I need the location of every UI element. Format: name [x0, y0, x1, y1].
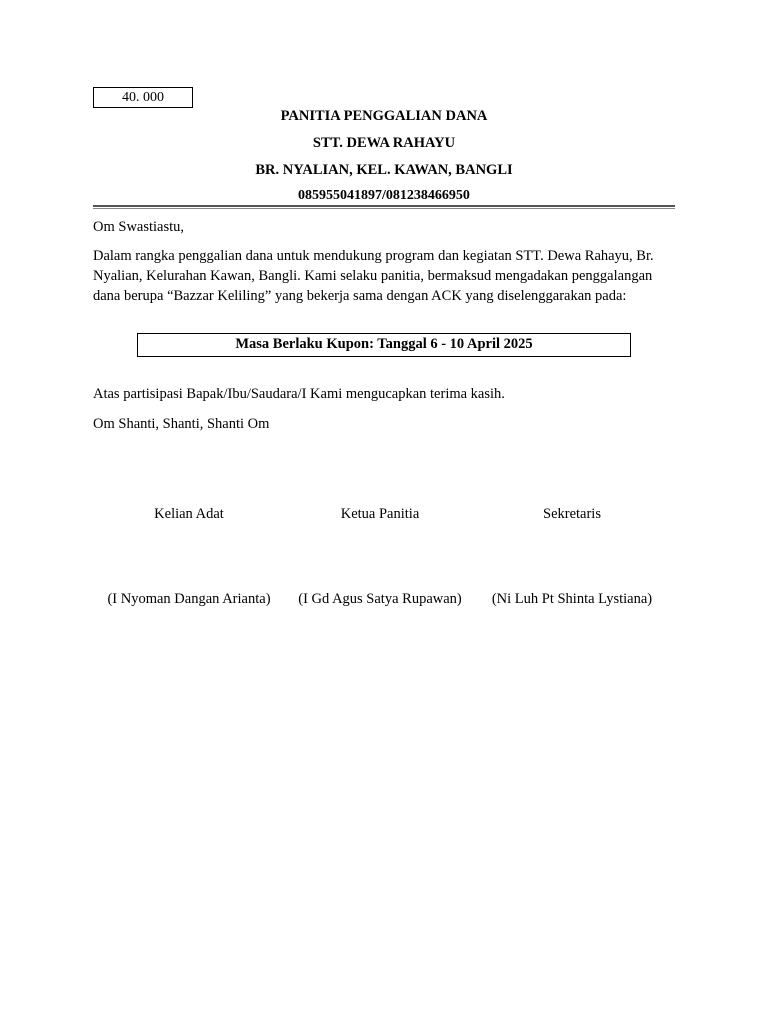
- greeting: Om Swastiastu,: [93, 219, 185, 235]
- signatory-name-sekretaris: (Ni Luh Pt Shinta Lystiana): [491, 591, 653, 607]
- thanks-line: Atas partisipasi Bapak/Ibu/Saudara/I Kami mengucapkan terima kasih.: [93, 386, 505, 402]
- coupon-validity-box: Masa Berlaku Kupon: Tanggal 6 - 10 April 2025: [137, 333, 631, 357]
- coupon-price-box: 40. 000: [93, 87, 193, 108]
- signatory-role-ketua-panitia: Ketua Panitia: [340, 506, 420, 522]
- body-paragraph: Dalam rangka penggalian dana untuk mendukung program dan kegiatan STT. Dewa Rahayu, Br. Nyalian, Kelurahan Kawan, Bangli. Kami selaku panitia, bermaksud mengadakan penggalangan dana berupa “Bazzar Keliling” yang bekerja sama dengan ACK yang diselenggarakan pada:: [93, 248, 654, 304]
- signatory-name-ketua-panitia: (I Gd Agus Satya Rupawan): [298, 591, 462, 607]
- letterhead-organization: STT. DEWA RAHAYU: [312, 135, 456, 151]
- signatory-role-sekretaris: Sekretaris: [543, 506, 601, 522]
- closing-line: Om Shanti, Shanti, Shanti Om: [93, 416, 270, 432]
- signatory-role-kelian-adat: Kelian Adat: [154, 506, 224, 522]
- letterhead-address: BR. NYALIAN, KEL. KAWAN, BANGLI: [255, 162, 513, 178]
- letterhead-phones: 085955041897/081238466950: [298, 188, 470, 203]
- letterhead-rule-thick: [93, 205, 675, 207]
- signatory-name-kelian-adat: (I Nyoman Dangan Arianta): [107, 591, 271, 607]
- letterhead-rule-thin: [93, 208, 675, 209]
- letterhead-committee: PANITIA PENGGALIAN DANA: [280, 108, 488, 124]
